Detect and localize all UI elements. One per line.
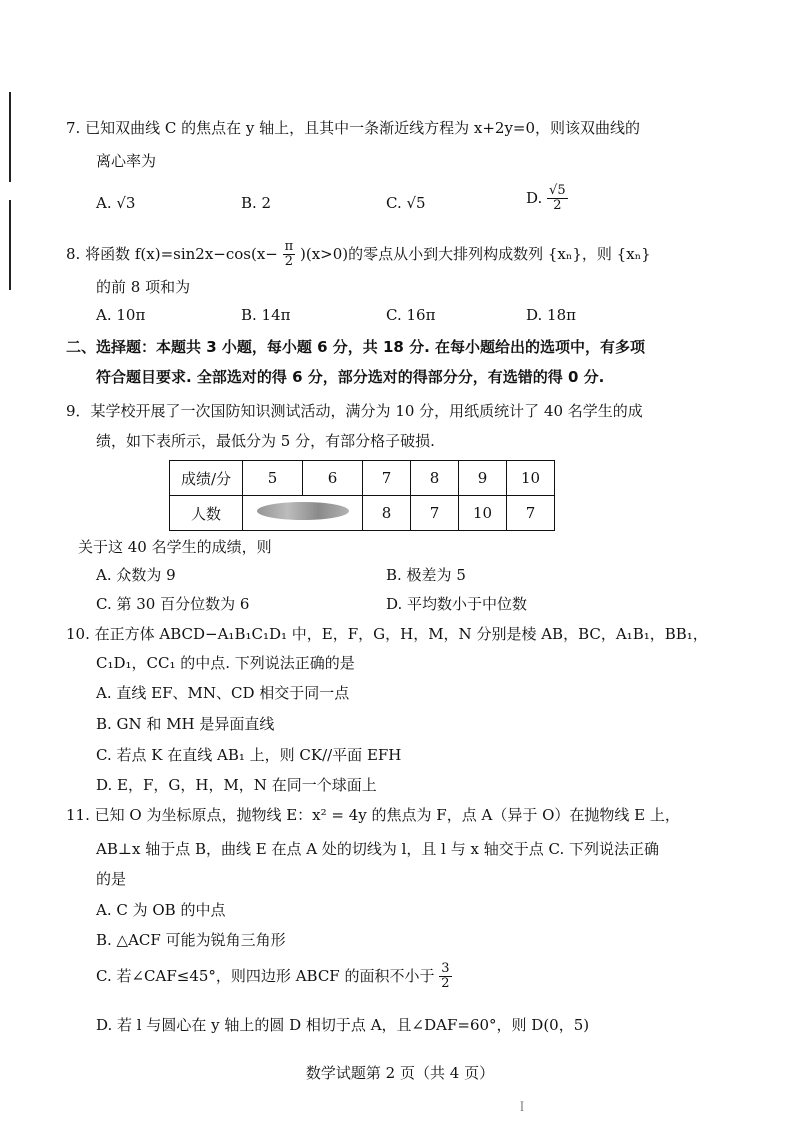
q7-option-d-fraction — [547, 184, 568, 214]
table-header-score: 成绩/分 — [170, 461, 243, 496]
q9-line1: 9．某学校开展了一次国防知识测试活动，满分为 10 分，用纸质统计了 40 名学生的成 — [66, 402, 643, 420]
q11-line1: 11. 已知 O 为坐标原点，抛物线 E：x² = 4y 的焦点为 F，点 A（异于 O）在抛物线 E 上， — [66, 806, 680, 824]
q7-option-d — [526, 184, 568, 214]
q8-line2: 的前 8 项和为 — [96, 278, 191, 296]
q11-option-c-numerator: 3 — [441, 961, 450, 976]
q9-option-c: C. 第 30 百分位数为 6 — [96, 595, 250, 613]
q11-option-a: A. C 为 OB 的中点 — [96, 901, 226, 919]
q8-line1-part-b: )(x>0)的零点从小到大排列构成数列 {xₙ}，则 {xₙ} — [299, 244, 651, 263]
q10-line2: C₁D₁，CC₁ 的中点. 下列说法正确的是 — [96, 654, 355, 672]
table-cell-score: 8 — [411, 461, 459, 496]
q8-pi-over-2 — [283, 240, 296, 270]
q9-option-b: B. 极差为 5 — [386, 566, 466, 584]
table-header-count: 人数 — [170, 496, 243, 531]
q8-option-a: A. 10π — [96, 306, 146, 324]
section2-heading-line2: 符合题目要求. 全部选对的得 6 分，部分选对的得部分分，有选错的得 0 分. — [96, 368, 605, 386]
q8-option-c: C. 16π — [386, 306, 436, 324]
q8-option-b: B. 14π — [241, 306, 291, 324]
binding-edge-line — [9, 92, 11, 182]
table-cell-score: 10 — [507, 461, 555, 496]
q7-line2: 离心率为 — [96, 152, 157, 170]
table-cell-score: 5 — [243, 461, 303, 496]
q9-option-d: D. 平均数小于中位数 — [386, 595, 528, 613]
q9-option-a: A. 众数为 9 — [96, 566, 176, 584]
table-cell-count: 7 — [507, 496, 555, 531]
q11-option-c — [96, 962, 452, 992]
q8-frac-numerator: π — [284, 239, 294, 254]
q8-frac-denominator: 2 — [284, 254, 294, 270]
q7-option-d-denominator: 2 — [553, 198, 562, 214]
table-cell-count: 8 — [363, 496, 411, 531]
score-table — [169, 460, 555, 531]
page-footer: 数学试题第 2 页（共 4 页） — [305, 1064, 495, 1082]
damaged-smudge — [257, 502, 349, 520]
table-cell-count: 10 — [459, 496, 507, 531]
q11-line3: 的是 — [96, 870, 127, 888]
table-row-scores — [170, 461, 555, 496]
q10-line1: 10. 在正方体 ABCD−A₁B₁C₁D₁ 中，E，F，G，H，M，N 分别是棱 AB，BC，A₁B₁，BB₁， — [66, 625, 708, 643]
q11-line2: AB⊥x 轴于点 B，曲线 E 在点 A 处的切线为 l，且 l 与 x 轴交于点 C. 下列说法正确 — [96, 840, 659, 858]
table-cell-count: 7 — [411, 496, 459, 531]
q11-option-c-text: C. 若∠CAF≤45°，则四边形 ABCF 的面积不小于 — [96, 966, 435, 985]
q7-option-d-label: D. — [526, 188, 543, 207]
table-row-counts — [170, 496, 555, 531]
q9-after-table: 关于这 40 名学生的成绩，则 — [78, 538, 272, 556]
q11-option-c-denominator: 2 — [441, 976, 450, 992]
corner-mark: ꟾ — [520, 1103, 524, 1114]
q11-option-c-fraction — [439, 962, 451, 992]
table-cell-score: 9 — [459, 461, 507, 496]
table-cell-score: 6 — [303, 461, 363, 496]
q10-option-a: A. 直线 EF、MN、CD 相交于同一点 — [96, 684, 350, 702]
q7-option-a: A. √3 — [96, 194, 136, 212]
q11-option-d: D. 若 l 与圆心在 y 轴上的圆 D 相切于点 A，且∠DAF=60°，则 D(0，5) — [96, 1016, 590, 1034]
q7-option-c: C. √5 — [386, 194, 426, 212]
q11-option-b: B. △ACF 可能为锐角三角形 — [96, 931, 286, 949]
table-cell-damaged — [243, 496, 363, 531]
q9-line2: 绩，如下表所示，最低分为 5 分，有部分格子破损. — [96, 432, 435, 450]
table-cell-score: 7 — [363, 461, 411, 496]
q8-option-d: D. 18π — [526, 306, 576, 324]
q7-option-d-numerator: √5 — [549, 183, 566, 198]
binding-edge-line — [9, 200, 11, 290]
q7-option-b: B. 2 — [241, 194, 272, 212]
q10-option-b: B. GN 和 MH 是异面直线 — [96, 715, 275, 733]
q8-line1 — [66, 240, 651, 270]
q10-option-d: D. E，F，G，H，M，N 在同一个球面上 — [96, 776, 377, 794]
q8-line1-part-a: 8. 将函数 f(x)=sin2x−cos(x− — [66, 244, 278, 263]
section2-heading-line1: 二、选择题：本题共 3 小题，每小题 6 分，共 18 分. 在每小题给出的选项中，有多项 — [66, 338, 646, 356]
q7-line1: 7. 已知双曲线 C 的焦点在 y 轴上，且其中一条渐近线方程为 x+2y=0，则该双曲线的 — [66, 119, 641, 137]
q10-option-c: C. 若点 K 在直线 AB₁ 上，则 CK//平面 EFH — [96, 746, 402, 764]
